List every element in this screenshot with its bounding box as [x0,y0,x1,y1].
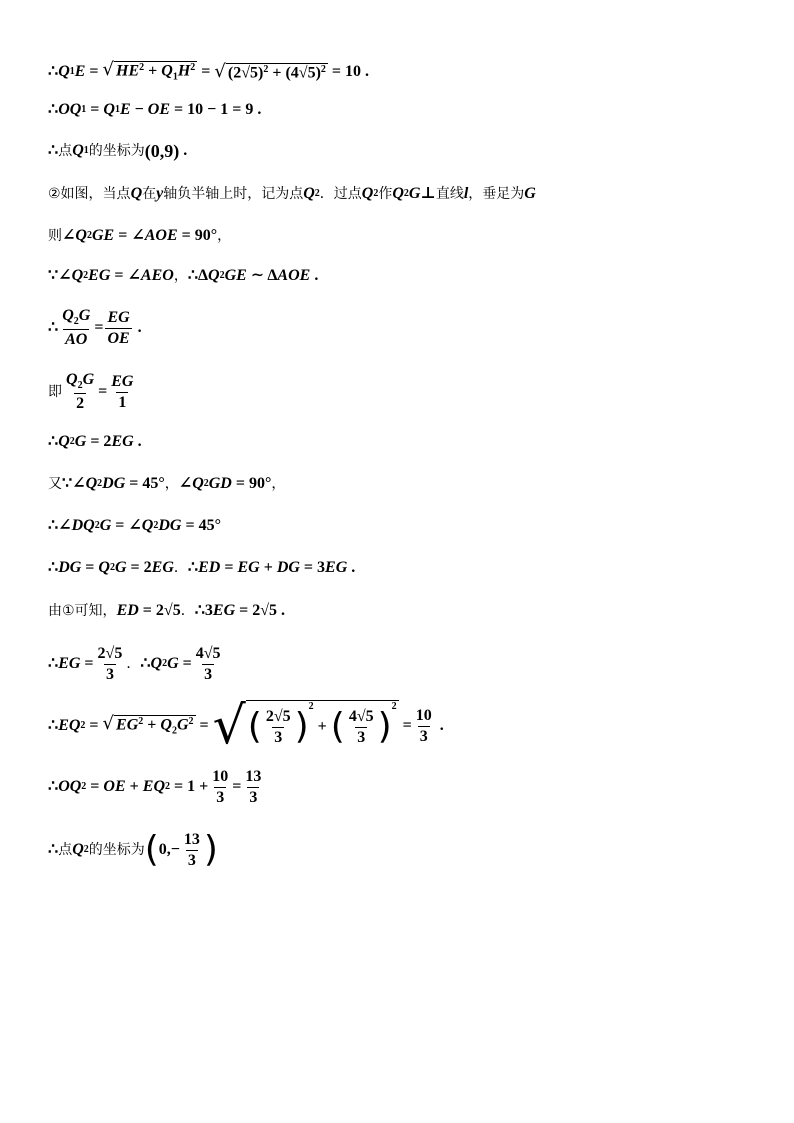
line-7: ∴ $\frac{Q_2G}{AO}$ = $\frac{EG}{OE}$ . [48,307,142,348]
line-15: ∴ EQ 2 = √ $EG^2 + Q_2G^2$ = √ ( $\frac{2√5}{3}$ ) $^2$ + ( $\frac{4√5}{3}$ ) $^2$ = $\frac{10}{3}$ . [48,696,444,756]
line-10: 又 ∵∠ Q 2 DG = 45° ， ∠ Q 2 GD = 90° ， [48,475,286,492]
line-6: ∵∠ Q 2 EG = ∠ AEO ， ∴Δ Q 2 GE ∼ Δ AOE . [48,267,319,284]
line-2: ∴ OQ 1 = Q 1 E − OE = 10 − 1 = 9 . [48,101,262,118]
line-5: 则 ∠ Q 2 GE = ∠ AOE = 90° ， [48,227,232,244]
line-11: ∴∠ DQ 2 G = ∠ Q 2 DG = 45° [48,517,221,534]
line-13: 由①可知， ED = 2√5 ． ∴3 EG = 2√5 . [48,602,286,619]
line-12: ∴ DG = Q 2 G = 2 EG ． ∴ ED = EG + DG = 3 EG . [48,559,356,576]
line-17: ∴ 点 Q 2 的坐标为 ( 0,− $\frac{13}{3}$ ) [48,829,218,870]
line-14: ∴ EG = $\frac{2√5}{3}$ ． ∴ Q 2 G = $\frac{4√5}{3}$ [48,644,221,683]
line-4: ②如图，当点 Q 在 y 轴负半轴上时，记为点 Q 2 ．过点 Q 2 作 Q 2 G ⊥ 直线 l ，垂足为 G [48,185,536,202]
line-9: ∴ Q 2 G = 2 EG . [48,433,142,450]
line-8: 即 $\frac{Q_2G}{2}$ = $\frac{EG}{1}$ [48,371,134,412]
line-3: ∴ 点 Q 1 的坐标为 (0,9) . [48,141,188,161]
line-16: ∴ OQ 2 = OE + EQ 2 = 1 + $\frac{10}{3}$ = $\frac{13}{3}$ [48,767,262,806]
line-1: ∴ Q 1 E = √ $HE^2 + Q_1H^2$ = √ $(2√5)^2 + (4√5)^2$ = 10 . [48,59,370,83]
